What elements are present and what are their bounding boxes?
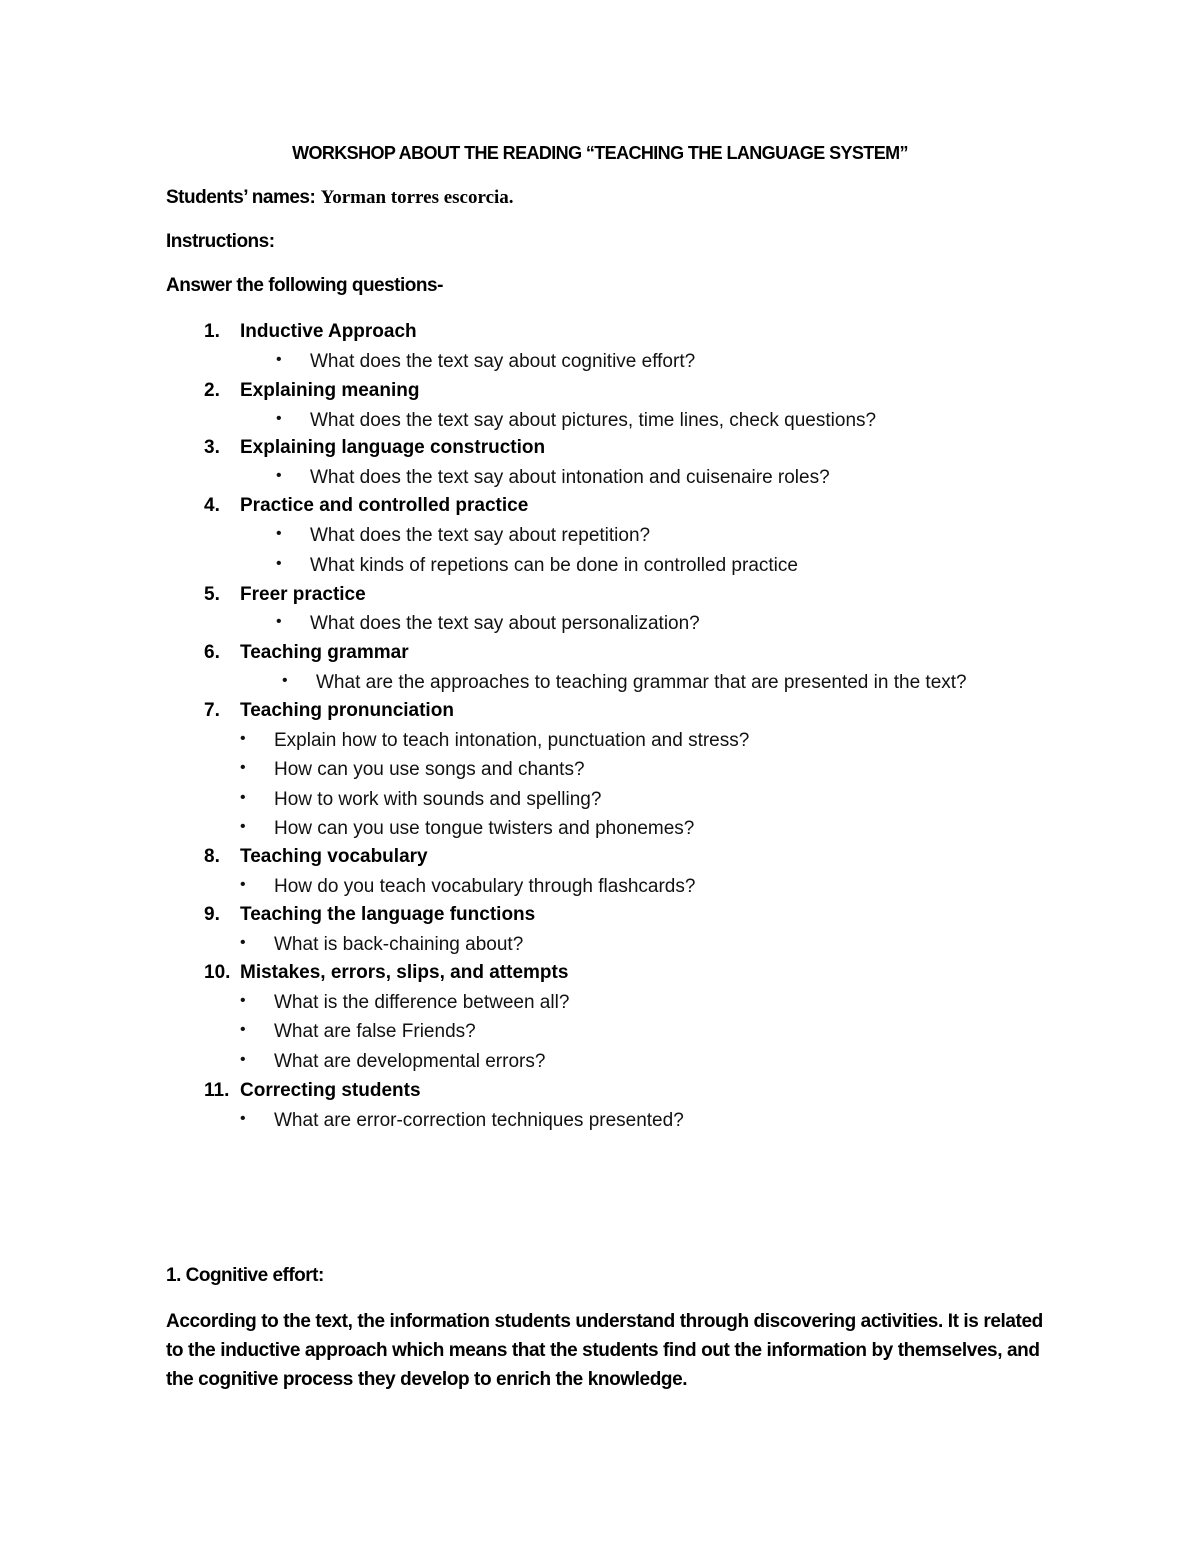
students-line xyxy=(166,187,514,209)
question-number: 3. xyxy=(204,437,220,458)
bullet-icon: • xyxy=(282,672,288,689)
question-title: Correcting students xyxy=(240,1080,421,1101)
bullet-icon: • xyxy=(276,555,282,572)
answer-heading: 1. Cognitive effort: xyxy=(166,1265,324,1286)
bullet-icon: • xyxy=(240,759,246,776)
bullet-icon: • xyxy=(240,1110,246,1127)
question-number: 5. xyxy=(204,584,220,605)
bullet-icon: • xyxy=(240,789,246,806)
bullet-icon: • xyxy=(240,818,246,835)
bullet-icon: • xyxy=(240,876,246,893)
answer-prompt: Answer the following questions- xyxy=(166,275,443,296)
bullet-icon: • xyxy=(276,525,282,542)
question-number: 11. xyxy=(204,1080,230,1101)
question-title: Inductive Approach xyxy=(240,321,417,342)
bullet-icon: • xyxy=(276,351,282,368)
page-title: WORKSHOP ABOUT THE READING “TEACHING THE LANGUAGE SYSTEM” xyxy=(292,143,908,163)
question-number: 6. xyxy=(204,642,220,663)
question-title: Teaching the language functions xyxy=(240,904,536,925)
question-title: Explaining language construction xyxy=(240,437,546,458)
question-title: Explaining meaning xyxy=(240,380,420,401)
question-title: Teaching grammar xyxy=(240,642,409,663)
bullet-icon: • xyxy=(276,467,282,484)
question-title: Practice and controlled practice xyxy=(240,495,529,516)
bullet-icon: • xyxy=(240,1021,246,1038)
answer-paragraph: According to the text, the information students understand through discovering activities. It is related to the inductive approach which means that the students find out the information by themselves, and the cognitive process they develop to enrich the knowledge. xyxy=(166,1311,1043,1390)
instructions-label: Instructions: xyxy=(166,231,275,252)
students-value: Yorman torres escorcia. xyxy=(320,187,514,208)
document-page: WORKSHOP ABOUT THE READING “TEACHING THE LANGUAGE SYSTEM” Students’ names: Yorman torres escorcia. Instructions: Answer the following questions- 1. Inductive Approach • What does the text say about cognitive effort? 2. Explaining meaning • What does the text say about pictures, time lines, check questions? 3. Explaining language construction • What does the text say about intonation and cuisenaire roles? 4. Practice and controlled practice • What does the text say about repetition? • What kinds of repetions can be done in controlled practice 5. Freer practice • What does the text say about personalization? 6. Teaching grammar • What are the approaches to teaching grammar that are presented in the text? 7. Teaching pronunciation • Explain how to teach intonation, punctuation and stress? • How can you use songs and chants? • How to work with sounds and spelling? • How can you use tongue twisters and phonemes? 8. Teaching vocabulary • How do you teach vocabulary through flashcards? 9. Teaching the language functions • What is back-chaining about? 10. Mistakes, errors, slips, and attempts • What is the difference between all? • What are false Friends? • What are developmental errors? 11. Correcting students • What are error-correction techniques presented? 1. Cognitive effort: According to the text, the information students understand through discovering activities. It is related to the inductive approach which means that the students find out the information by themselves, and the cognitive process they develop to enrich the knowledge. xyxy=(0,0,1200,1553)
students-label: Students’ names: xyxy=(166,187,316,208)
bullet-icon: • xyxy=(276,410,282,427)
question-title: Mistakes, errors, slips, and attempts xyxy=(240,962,569,983)
bullet-icon: • xyxy=(240,1051,246,1068)
question-number: 7. xyxy=(204,700,220,721)
question-title: Freer practice xyxy=(240,584,366,605)
bullet-icon: • xyxy=(276,613,282,630)
question-number: 10. xyxy=(204,962,231,983)
question-number: 8. xyxy=(204,846,220,867)
bullet-icon: • xyxy=(240,992,246,1009)
bullet-icon: • xyxy=(240,730,246,747)
question-number: 9. xyxy=(204,904,220,925)
question-number: 4. xyxy=(204,495,220,516)
question-number: 2. xyxy=(204,380,220,401)
question-number: 1. xyxy=(204,321,220,342)
question-title: Teaching vocabulary xyxy=(240,846,428,867)
bullet-icon: • xyxy=(240,934,246,951)
question-title: Teaching pronunciation xyxy=(240,700,454,721)
